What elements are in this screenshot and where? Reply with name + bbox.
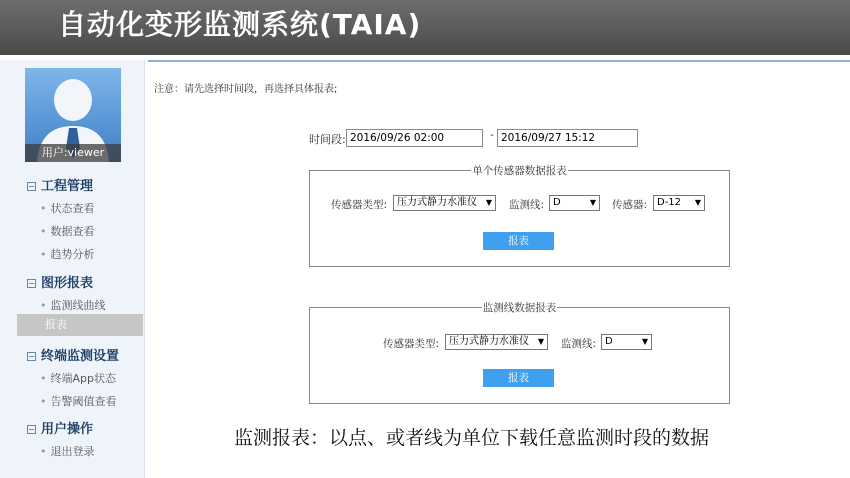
sensor-label: 传感器:	[612, 199, 648, 211]
app-title: 自动化变形监测系统(TAIA)	[58, 8, 422, 41]
content-divider	[148, 60, 850, 62]
section-charts[interactable]	[27, 272, 93, 291]
chevron-down-icon: ▼	[641, 337, 648, 346]
item-label: 趋势分析	[50, 248, 95, 261]
sidebar-item-logout[interactable]: • 退出登录	[40, 445, 95, 458]
line-label: 监测线:	[561, 338, 597, 350]
sidebar-item-app-status[interactable]: • 终端App状态	[40, 372, 116, 385]
chevron-down-icon: ▼	[694, 198, 701, 207]
end-time-input[interactable]: 2016/09/27 15:12	[497, 129, 638, 147]
line-select[interactable]	[601, 334, 652, 350]
single-sensor-panel	[309, 163, 730, 267]
select-value: 压力式静力水准仪	[449, 336, 529, 347]
sensor-type-label: 传感器类型:	[383, 338, 440, 350]
select-value: 压力式静力水准仪	[397, 197, 477, 208]
sidebar	[0, 60, 145, 478]
select-value: D	[553, 197, 561, 208]
collapse-icon: −	[28, 352, 35, 361]
sidebar-item-alarm[interactable]: • 告警阈值查看	[40, 395, 117, 408]
section-label: 终端监测设置	[41, 349, 120, 364]
item-label: 数据查看	[50, 225, 95, 238]
select-value: D-12	[657, 197, 682, 208]
collapse-icon: −	[28, 425, 35, 434]
single-report-button[interactable]: 报表	[483, 232, 554, 250]
select-value: D	[605, 336, 613, 347]
panel-legend: 监测线数据报表	[482, 302, 557, 314]
item-label: 监测线曲线	[50, 299, 106, 312]
section-user[interactable]	[27, 418, 93, 437]
user-avatar	[25, 68, 121, 162]
sensor-select[interactable]	[653, 195, 705, 211]
sensor-type-label: 传感器类型:	[331, 199, 388, 211]
chevron-down-icon: ▼	[589, 198, 596, 207]
line-report-panel	[309, 300, 730, 404]
sidebar-item-trend[interactable]: • 趋势分析	[40, 248, 95, 261]
slide-caption: 监测报表：以点、或者线为单位下载任意监测时段的数据	[234, 427, 710, 449]
sidebar-item-status[interactable]: • 状态查看	[40, 202, 95, 215]
section-label: 图形报表	[41, 276, 94, 291]
user-caption: 用户:viewer	[25, 144, 121, 162]
item-label: 告警阈值查看	[50, 395, 117, 408]
section-label: 用户操作	[41, 422, 94, 437]
section-project[interactable]	[27, 175, 93, 194]
sidebar-item-data[interactable]: • 数据查看	[40, 225, 95, 238]
line-report-button[interactable]: 报表	[483, 369, 554, 387]
collapse-icon: −	[28, 182, 35, 191]
sidebar-item-report[interactable]: 报表	[17, 314, 143, 336]
line-select[interactable]	[549, 195, 600, 211]
start-time-input[interactable]: 2016/09/26 02:00	[346, 129, 483, 147]
sensor-type-select[interactable]	[393, 195, 496, 211]
sensor-type-select[interactable]	[445, 334, 548, 350]
notice-text: 注意：请先选择时间段，再选择具体报表;	[154, 84, 338, 95]
section-label: 工程管理	[41, 179, 94, 194]
time-range-label: 时间段:	[309, 133, 346, 146]
line-label: 监测线:	[509, 199, 545, 211]
panel-legend: 单个传感器数据报表	[472, 165, 567, 177]
collapse-icon: −	[28, 279, 35, 288]
item-label: 终端App状态	[50, 372, 116, 385]
item-label: 退出登录	[50, 445, 95, 458]
chevron-down-icon: ▼	[485, 198, 492, 207]
item-label: 状态查看	[50, 202, 95, 215]
chevron-down-icon: ▼	[537, 337, 544, 346]
app-header	[0, 0, 850, 55]
time-separator: -	[490, 128, 494, 141]
section-terminal[interactable]	[27, 345, 119, 364]
sidebar-item-line-curve[interactable]: • 监测线曲线	[40, 299, 106, 312]
